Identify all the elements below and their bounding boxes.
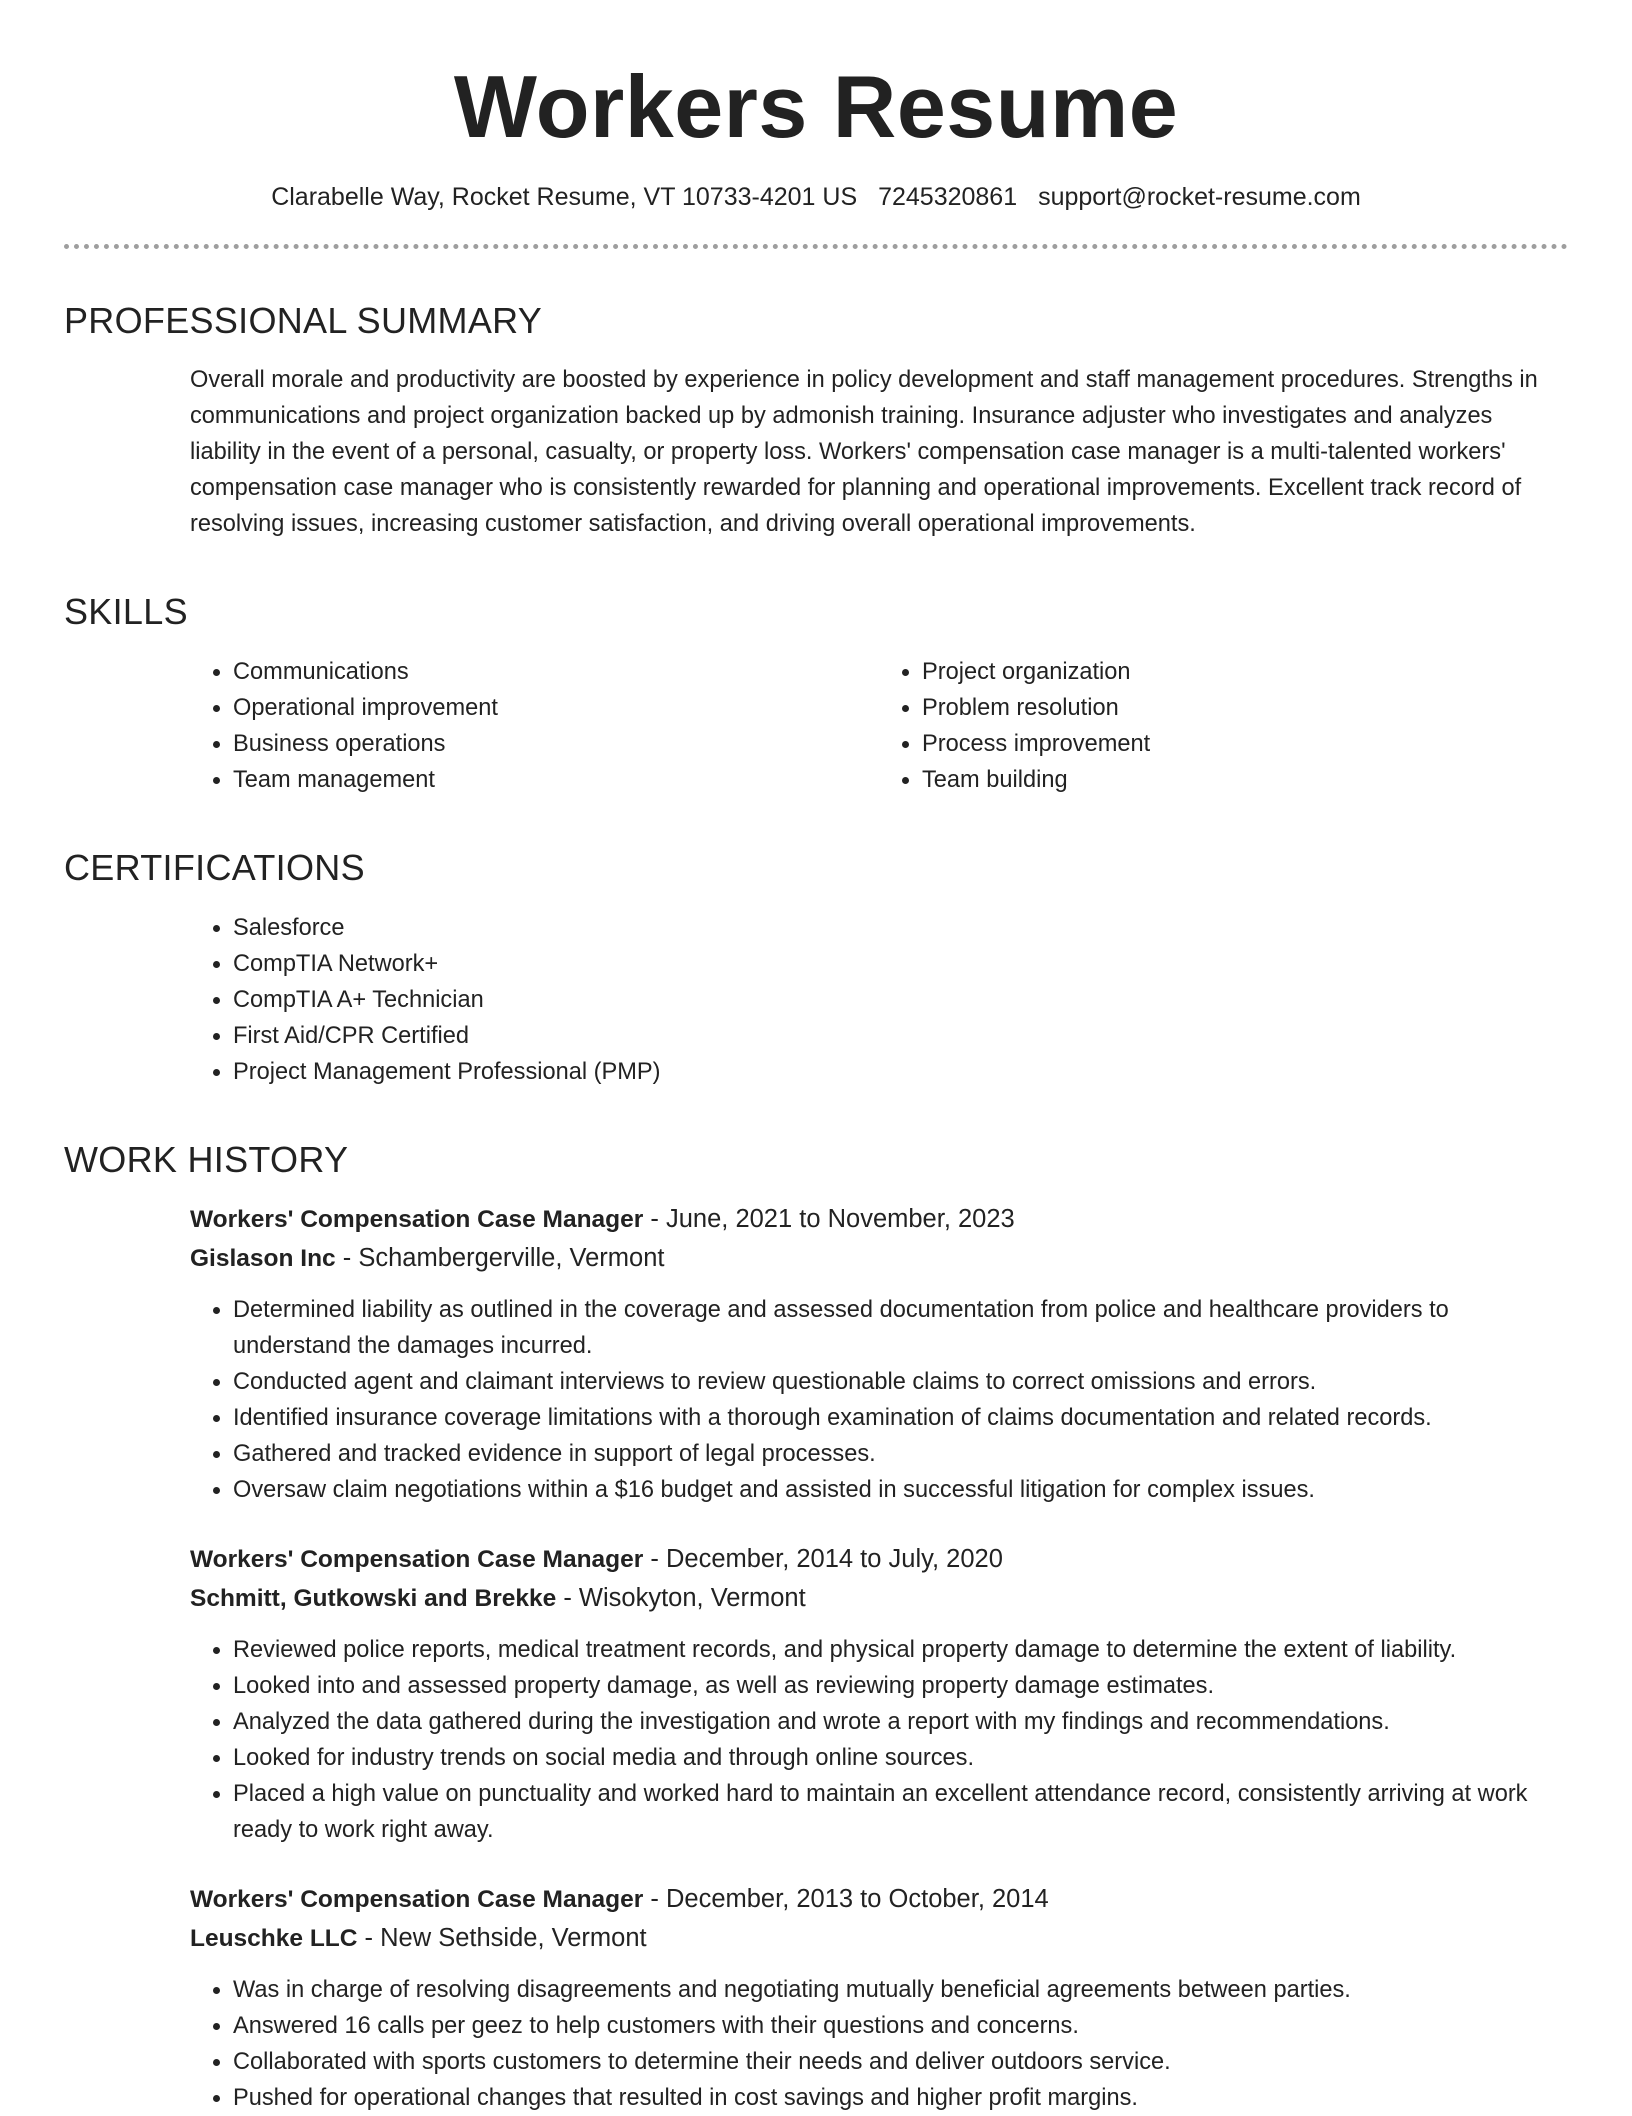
job-dates: - June, 2021 to November, 2023 [643, 1205, 1015, 1233]
skills-heading: SKILLS [64, 591, 188, 632]
job-title-line [190, 1540, 1568, 1579]
job-entry [190, 1880, 1568, 2116]
job-bullet: • Placed a high value on punctuality and worked hard to maintain an excellent attendance record, consistently arriving at work ready to work right away. [233, 1776, 1568, 1848]
work-history-heading: WORK HISTORY [64, 1139, 349, 1180]
certifications-section [64, 844, 1568, 1090]
job-bullet: • Gathered and tracked evidence in support of legal processes. [233, 1436, 1568, 1472]
job-company: Gislason Inc [190, 1245, 336, 1272]
skill-item: • Problem resolution [922, 690, 1568, 726]
skill-item: • Project organization [922, 654, 1568, 690]
job-company-line [190, 1919, 1568, 1958]
certification-item: • First Aid/CPR Certified [233, 1018, 1568, 1054]
skills-list-right [879, 654, 1568, 798]
skill-item: • Process improvement [922, 726, 1568, 762]
job-company: Leuschke LLC [190, 1925, 358, 1952]
summary-heading: PROFESSIONAL SUMMARY [64, 300, 543, 341]
job-dates: - December, 2014 to July, 2020 [643, 1545, 1003, 1573]
job-company-line [190, 1579, 1568, 1618]
job-bullets [190, 1972, 1568, 2116]
summary-section [64, 297, 1568, 542]
job-bullet: • Looked into and assessed property damage, as well as reviewing property damage estimates. [233, 1668, 1568, 1704]
certifications-heading: CERTIFICATIONS [64, 847, 365, 888]
certification-item: • Project Management Professional (PMP) [233, 1054, 1568, 1090]
job-entry [190, 1200, 1568, 1508]
job-bullet: • Identified insurance coverage limitations with a thorough examination of claims documentation and related records. [233, 1400, 1568, 1436]
skill-item: • Business operations [233, 726, 879, 762]
job-bullet: • Oversaw claim negotiations within a $16 budget and assisted in successful litigation for complex issues. [233, 1472, 1568, 1508]
job-bullets [190, 1632, 1568, 1848]
job-bullet: • Pushed for operational changes that resulted in cost savings and higher profit margins. [233, 2080, 1568, 2116]
job-bullet: • Reviewed police reports, medical treatment records, and physical property damage to determine the extent of liability. [233, 1632, 1568, 1668]
job-location: - New Sethside, Vermont [357, 1924, 647, 1952]
job-bullet: • Conducted agent and claimant interviews to review questionable claims to correct omissions and errors. [233, 1364, 1568, 1400]
certification-item: • CompTIA A+ Technician [233, 982, 1568, 1018]
job-bullet: • Collaborated with sports customers to determine their needs and deliver outdoors service. [233, 2044, 1568, 2080]
job-company-line [190, 1239, 1568, 1278]
job-title-line [190, 1880, 1568, 1919]
skills-list-left [190, 654, 879, 798]
skills-section [64, 588, 1568, 798]
skill-item: • Operational improvement [233, 690, 879, 726]
work-history-section [64, 1136, 1568, 2116]
contact-line [64, 180, 1568, 214]
skill-item: • Team management [233, 762, 879, 798]
skills-grid [190, 654, 1568, 798]
contact-address: Clarabelle Way, Rocket Resume, VT 10733-4201 US [271, 183, 858, 211]
job-bullet: • Determined liability as outlined in the coverage and assessed documentation from police and healthcare providers to understand the damages incurred. [233, 1292, 1568, 1364]
skill-item: • Team building [922, 762, 1568, 798]
skill-item: • Communications [233, 654, 879, 690]
job-title-line [190, 1200, 1568, 1239]
job-location: - Schambergerville, Vermont [335, 1244, 665, 1272]
job-bullets [190, 1292, 1568, 1508]
certification-item: • CompTIA Network+ [233, 946, 1568, 982]
job-location: - Wisokyton, Vermont [556, 1584, 806, 1612]
resume-title: Workers Resume [453, 57, 1179, 156]
contact-email: support@rocket-resume.com [1038, 183, 1361, 211]
job-company: Schmitt, Gutkowski and Brekke [190, 1585, 557, 1612]
job-dates: - December, 2013 to October, 2014 [643, 1885, 1049, 1913]
contact-phone: 7245320861 [878, 183, 1018, 211]
job-bullet: • Answered 16 calls per geez to help customers with their questions and concerns. [233, 2008, 1568, 2044]
job-title: Workers' Compensation Case Manager [190, 1206, 644, 1233]
header-divider [64, 244, 1568, 249]
job-bullet: • Was in charge of resolving disagreements and negotiating mutually beneficial agreements between parties. [233, 1972, 1568, 2008]
summary-text: Overall morale and productivity are boosted by experience in policy development and staff management procedures. Strengths in communications and project organization backed up by admonish training. Insurance adjuster who investigates and analyzes liability in the event of a personal, casualty, or property loss. Workers' compensation case manager is a multi-talented workers' compensation case manager who is consistently rewarded for planning and operational improvements. Excellent track record of resolving issues, increasing customer satisfaction, and driving overall operational improvements. [190, 367, 1538, 537]
certification-item: • Salesforce [233, 910, 1568, 946]
certifications-list [190, 910, 1568, 1090]
job-title: Workers' Compensation Case Manager [190, 1546, 644, 1573]
job-title: Workers' Compensation Case Manager [190, 1886, 644, 1913]
job-entry [190, 1540, 1568, 1848]
job-bullet: • Looked for industry trends on social media and through online sources. [233, 1740, 1568, 1776]
job-bullet: • Analyzed the data gathered during the investigation and wrote a report with my findings and recommendations. [233, 1704, 1568, 1740]
